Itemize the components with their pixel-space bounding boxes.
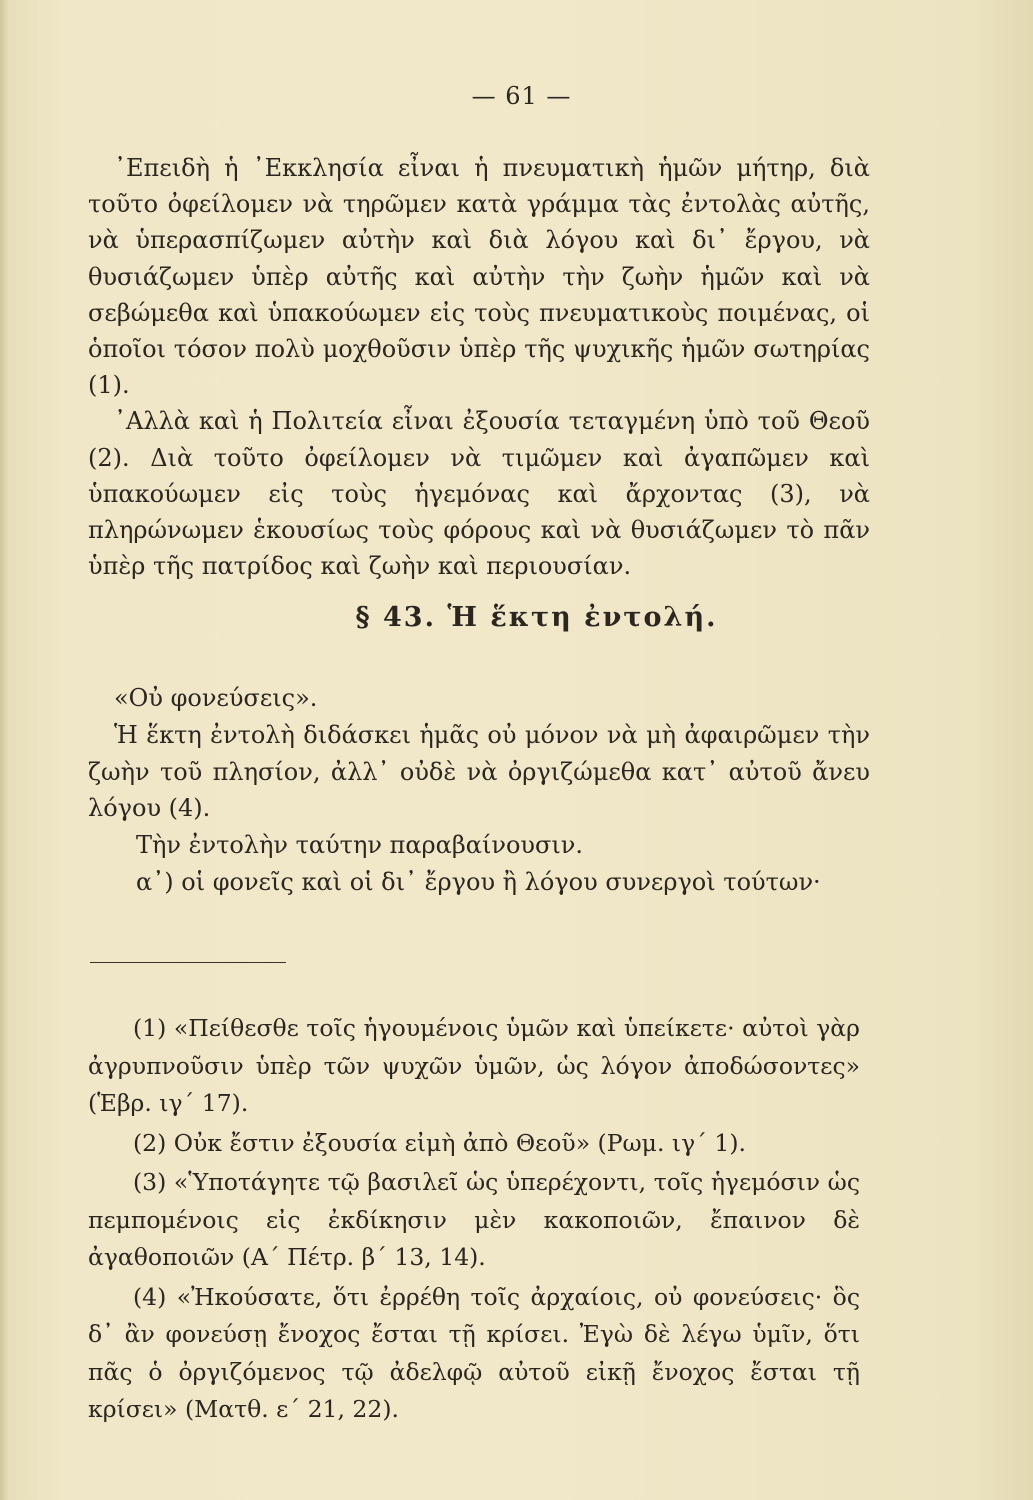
body-text-top [88,150,870,584]
footnote-3: (3) «Ὑποτάγητε τῷ βασιλεῖ ὡς ὑπερέχοντι, τοῖς ἡγεμόσιν ὡς πεμπομένοις εἰς ἐκδίκησιν μὲν κακοποιῶν, ἔπαινον δὲ ἀγαθοποιῶν (Α΄ Πέτρ. β΄ 13, 14). [88,1168,860,1271]
page-binding-edge [0,0,8,1500]
footnote-divider [90,962,286,963]
paragraph-violators-intro: Τὴν ἐντολὴν ταύτην παραβαίνουσιν. [136,831,583,860]
body-text-section [88,680,870,901]
paragraph-state: ᾿Αλλὰ καὶ ἡ Πολιτεία εἶναι ἐξουσία τεταγμένη ὑπὸ τοῦ Θεοῦ (2). Διὰ τοῦτο ὀφείλομεν νὰ τιμῶμεν καὶ ἀγαπῶμεν καὶ ὑπακούωμεν εἰς τοὺς ἡγεμόνας καὶ ἄρχοντας (3), νὰ πληρώνωμεν ἑκουσίως τοὺς φόρους καὶ νὰ θυσιάζωμεν τὸ πᾶν ὑπὲρ τῆς πατρίδος καὶ ζωὴν καὶ περιουσίαν. [88,407,870,581]
commandment-quote: «Οὐ φονεύσεις». [114,684,318,712]
list-item-a: α᾿) οἱ φονεῖς καὶ οἱ δι᾿ ἔργου ἢ λόγου συνεργοὶ τούτων· [136,867,821,896]
paragraph-teaching: Ἡ ἕκτη ἐντολὴ διδάσκει ἡμᾶς οὐ μόνον νὰ μὴ ἀφαιρῶμεν τὴν ζωὴν τοῦ πλησίον, ἀλλ᾿ οὐδὲ νὰ ὀργιζώμεθα κατ᾿ αὐτοῦ ἄνευ λόγου (4). [88,720,870,823]
footnotes [88,1010,860,1431]
footnote-2: (2) Οὐκ ἔστιν ἐξουσία εἰμὴ ἀπὸ Θεοῦ» (Ρωμ. ιγ΄ 1). [133,1128,746,1157]
paragraph-church: ᾿Επειδὴ ἡ ᾿Εκκλησία εἶναι ἡ πνευματικὴ ἡμῶν μήτηρ, διὰ τοῦτο ὀφείλομεν νὰ τηρῶμεν κατὰ γράμμα τὰς ἐντολὰς αὐτῆς, νὰ ὑπερασπίζωμεν αὐτὴν καὶ διὰ λόγου καὶ δι᾿ ἔργου, νὰ θυσιάζωμεν ὑπὲρ αὐτῆς καὶ αὐτὴν τὴν ζωὴν ἡμῶν καὶ νὰ σεβώμεθα καὶ ὑπακούωμεν εἰς τοὺς πνευματικοὺς ποιμένας, οἱ ὁποῖοι τόσον πολὺ μοχθοῦσιν ὑπὲρ τῆς ψυχικῆς ἡμῶν σωτηρίας (1). [88,154,870,400]
section-heading: § 43. Ἡ ἕκτη ἐντολή. [355,602,718,633]
footnote-1: (1) «Πείθεσθε τοῖς ἡγουμένοις ὑμῶν καὶ ὑπείκετε· αὐτοὶ γὰρ ἀγρυπνοῦσιν ὑπὲρ τῶν ψυχῶν ὑμῶν, ὡς λόγον ἀποδώσοντες» (Ἑβρ. ιγ΄ 17). [88,1014,860,1117]
footnote-4: (4) «Ἠκούσατε, ὅτι ἐρρέθη τοῖς ἀρχαίοις, οὐ φονεύσεις· ὃς δ᾿ ἂν φονεύσῃ ἔνοχος ἔσται τῇ κρίσει. Ἐγὼ δὲ λέγω ὑμῖν, ὅτι πᾶς ὁ ὀργιζόμενος τῷ ἀδελφῷ αὐτοῦ εἰκῇ ἔνοχος ἔσται τῇ κρίσει» (Ματθ. ε΄ 21, 22). [88,1282,860,1423]
page-number: — 61 — [471,82,572,110]
